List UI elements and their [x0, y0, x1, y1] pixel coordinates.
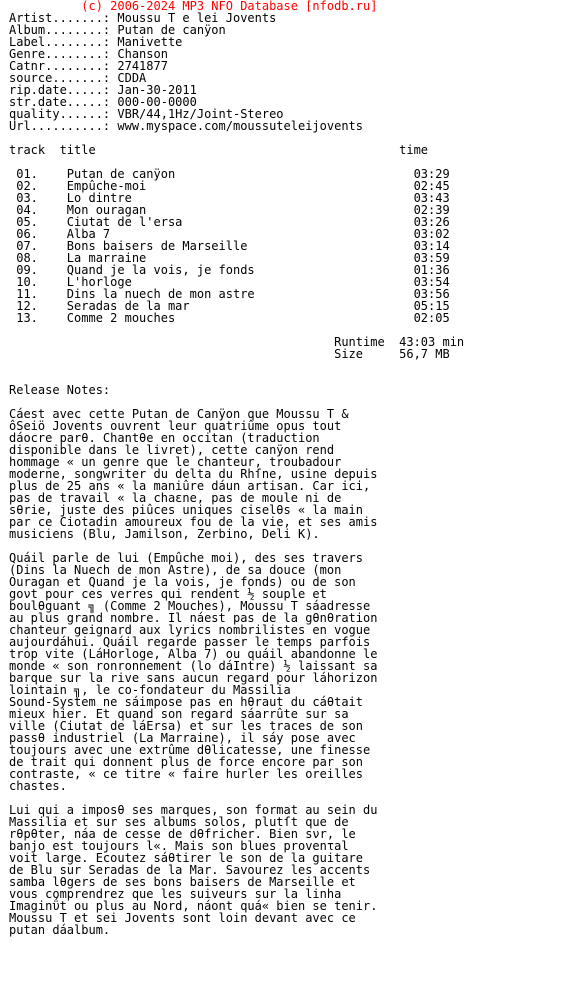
notes-line: aujourdáhui. Quáil regarde passer le temps parfois: [9, 635, 371, 649]
notes-line: Massilia et sur ses albums solos, plutſt que de: [9, 815, 349, 829]
track-row: 13. Comme 2 mouches 02:05: [9, 311, 450, 325]
notes-line: dáocre parθ. Chantθe en occitan (traduction: [9, 431, 320, 445]
track-row: 06. Alba 7 03:02: [9, 227, 450, 241]
track-row: 03. Lo dintre 03:43: [9, 191, 450, 205]
track-row: 11. Dins la nuech de mon astre 03:56: [9, 287, 450, 301]
notes-line: goνt pour ces verres qui rendent ½ souple et: [9, 587, 327, 601]
size-summary: Size 56,7 MB: [9, 347, 450, 361]
notes-line: putan dáalbum.: [9, 923, 111, 937]
info-catnr: Catnr........: 2741877: [9, 59, 168, 73]
notes-line: toujours avec une extrûme dθlicatesse, une finesse: [9, 743, 371, 757]
track-row: 04. Mon ouragan 02:39: [9, 203, 450, 217]
notes-line: Ouragan et Quand je la vois, je fonds) ou de son: [9, 575, 356, 589]
info-album: Album........: Putan de canÿon: [9, 23, 226, 37]
notes-line: sθrie, juste des piûces uniques ciselθs « la main: [9, 503, 364, 517]
notes-line: (Dins la Nuech de mon Astre), de sa douce (mon: [9, 563, 342, 577]
tracklist-header: track title time: [9, 143, 429, 157]
info-rip-date: rip.date.....: Jan-30-2011: [9, 83, 197, 97]
notes-line: hommage « un genre que le chanteur, troubadour: [9, 455, 342, 469]
notes-line: moderne, songwriter du delta du Rhſne, usine depuis: [9, 467, 378, 481]
info-quality: quality......: VBR/44,1Hz/Joint-Stereo: [9, 107, 284, 121]
notes-paragraph-2: [9, 552, 464, 792]
notes-line: de Blu sur Seradas de la Mar. Savourez les accents: [9, 863, 371, 877]
notes-line: rθpθter, náa de cesse de dθfricher. Bien sνr, le: [9, 827, 356, 841]
notes-line: de trait qui donnent plus de force encore par son: [9, 755, 364, 769]
notes-line: monde « son ronronnement (lo dáIntre) ½ laissant sa: [9, 659, 378, 673]
notes-line: Imaginΰt ou plus au Nord, náont quá« bien se tenir.: [9, 899, 378, 913]
notes-line: musiciens (Blu, Jamilson, Zerbino, Deli K).: [9, 527, 320, 541]
info-source: source.......: CDDA: [9, 71, 147, 85]
track-row: 01. Putan de canÿon 03:29: [9, 167, 450, 181]
notes-line: Lui qui a imposθ ses marques, son format au sein du: [9, 803, 378, 817]
info-artist: Artist.......: Moussu T e lei Jovents: [9, 11, 277, 25]
track-row: 09. Quand je la vois, je fonds 01:36: [9, 263, 450, 277]
info-genre: Genre........: Chanson: [9, 47, 168, 61]
track-row: 10. L'horloge 03:54: [9, 275, 450, 289]
nfodb-header: (c) 2006-2024 MP3 NFO Database [nfodb.ru]: [9, 0, 378, 13]
notes-line: contraste, « ce titre « faire hurler les oreilles: [9, 767, 364, 781]
notes-line: passθ industriel (La Marraine), il sáy pose avec: [9, 731, 356, 745]
notes-line: banjo est toujours l«. Mais son blues provenτal: [9, 839, 349, 853]
notes-line: barque sur la rive sans aucun regard pour láhorizon: [9, 671, 378, 685]
notes-line: mieux hier. Et quand son regard sáarrûte sur sa: [9, 707, 349, 721]
notes-line: ville (Ciutat de láErsa) et sur les traces de son: [9, 719, 364, 733]
track-row: 07. Bons baisers de Marseille 03:14: [9, 239, 450, 253]
notes-paragraph-3: [9, 804, 464, 936]
release-notes-title: Release Notes:: [9, 383, 111, 397]
notes-line: trop vite (LáHorloge, Alba 7) ou quáil abandonne le: [9, 647, 378, 661]
notes-line: Quáil parle de lui (Empûche moi), des ses travers: [9, 551, 364, 565]
track-row: 05. Ciutat de l'ersa 03:26: [9, 215, 450, 229]
tracklist: [9, 168, 464, 324]
notes-line: par ce Ciotadin amoureux fou de la vie, et ses amis: [9, 515, 378, 529]
info-str-date: str.date.....: 000-00-0000: [9, 95, 197, 109]
runtime-summary: Runtime 43:03 min: [9, 335, 465, 349]
notes-line: Sound-System ne sáimpose pas en hθraut du cáθtait: [9, 695, 364, 709]
track-row: 08. La marraine 03:59: [9, 251, 450, 265]
notes-line: pas de travail « la chaεne, pas de moule ni de: [9, 491, 342, 505]
notes-line: chanteur geignard aux lyrics nombrilistes en vogue: [9, 623, 371, 637]
notes-line: Moussu T et sei Jovents sont loin devant avec ce: [9, 911, 356, 925]
info-label: Label........: Manivette: [9, 35, 183, 49]
notes-line: chastes.: [9, 779, 67, 793]
info-url: Url..........: www.myspace.com/moussuteleijovents: [9, 119, 364, 133]
notes-line: Cáest avec cette Putan de Canÿon que Moussu T &: [9, 407, 349, 421]
notes-line: lointain ╗, le co-fondateur du Massilia: [9, 683, 291, 697]
notes-line: ôSeiö Jovents ouvrent leur quatriûme opus tout: [9, 419, 342, 433]
notes-paragraph-1: [9, 408, 464, 540]
nfo-document: [9, 0, 464, 936]
notes-line: plus de 25 ans « la maniûre dáun artisan. Car ici,: [9, 479, 371, 493]
notes-line: voit large. Ecoutez sáθtirer le son de la guitare: [9, 851, 364, 865]
notes-line: au plus grand nombre. Il náest pas de la gθnθration: [9, 611, 378, 625]
notes-line: vous comprendrez que les suiveurs sur la linha: [9, 887, 342, 901]
track-row: 02. Empûche-moi 02:45: [9, 179, 450, 193]
notes-line: samba lθgers de ses bons baisers de Marseille et: [9, 875, 356, 889]
notes-line: boulθguant ╗ (Comme 2 Mouches), Moussu T sáadresse: [9, 599, 371, 613]
track-row: 12. Seradas de la mar 05:15: [9, 299, 450, 313]
notes-line: disponible dans le livret), cette canÿon rend: [9, 443, 335, 457]
info-block: [9, 12, 464, 132]
